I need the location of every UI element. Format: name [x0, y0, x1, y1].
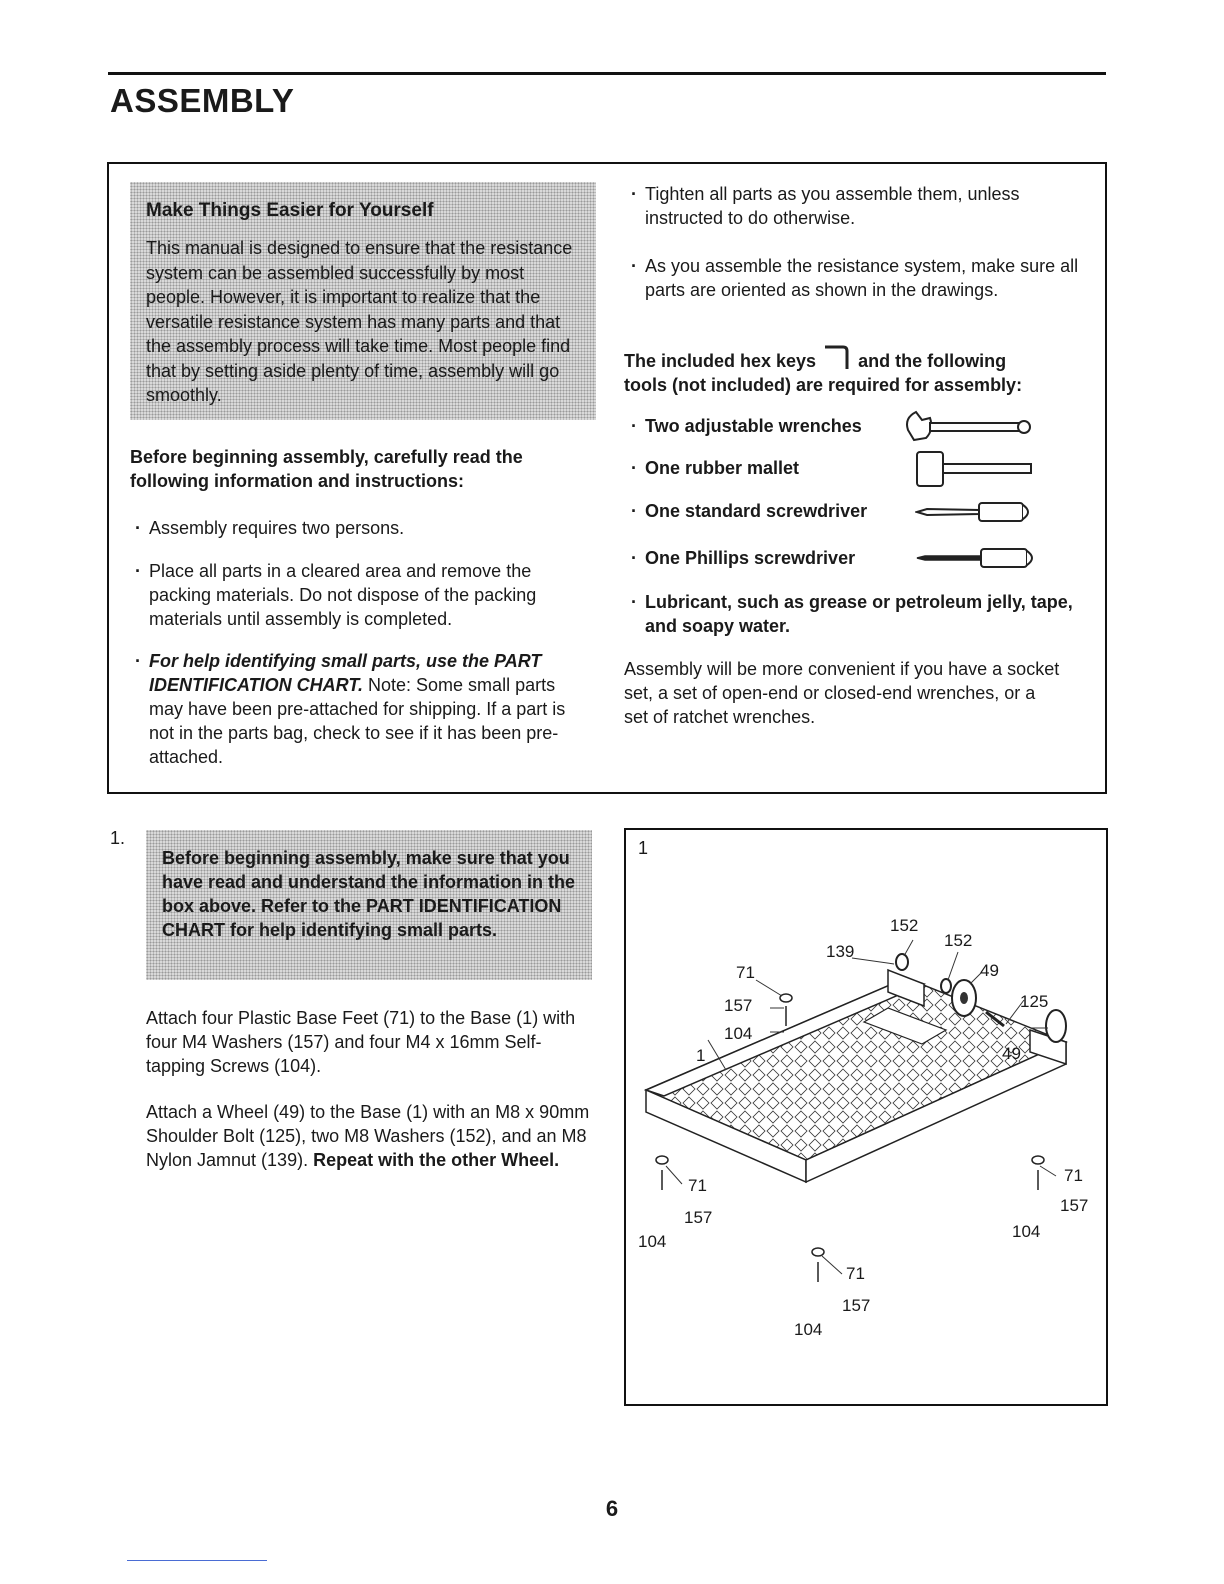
footer-link-line [127, 1560, 267, 1561]
tools-intro-c: tools (not included) are required for assembly: [624, 375, 1023, 395]
assembly-diagram [624, 828, 1108, 1406]
page-title: ASSEMBLY [110, 82, 295, 119]
tool-item-lubricant: · Lubricant, such as grease or petroleum jelly, tape, and soapy water. [631, 592, 1073, 636]
tool-label: One Phillips screwdriver [645, 548, 856, 568]
step1-paragraph-2-text: Attach a Wheel (49) to the Base (1) with an M8 x 90mm Shoulder Bolt (125), two M8 Washers (152), and an M8 Nylon Jamnut (139). [146, 1102, 590, 1170]
callout-71: 71 [736, 963, 755, 982]
callout-49-b: 49 [1002, 1044, 1021, 1063]
right-bullet-2-text: As you assemble the resistance system, make sure all parts are oriented as shown in the drawings. [645, 256, 1079, 300]
tool-label: Two adjustable wrenches [645, 416, 862, 436]
help-bold-text: For help identifying small parts, use the PART IDENTIFICATION CHART. [149, 651, 542, 695]
callout-125: 125 [1020, 992, 1049, 1011]
convenience-note: Assembly will be more convenient if you have a socket set, a set of open-end or closed-end wrenches, or a set of ratchet wrenches. [624, 659, 1060, 727]
tip-title: Make Things Easier for Yourself [146, 200, 434, 221]
callout-104-left: 104 [638, 1232, 667, 1251]
base-drawing [626, 830, 1106, 1404]
callout-157-front: 157 [842, 1296, 871, 1315]
step1-reminder-text: Before beginning assembly, make sure that you have read and understand the information in the box above. Refer to the PART IDENTIFICATION CHART for help identifying small parts. [162, 848, 576, 940]
tool-item-standard-screwdriver: · One standard screwdriver [631, 501, 868, 521]
tool-item-wrenches: · Two adjustable wrenches [631, 416, 862, 436]
step1-paragraph-2 [146, 1100, 592, 1172]
step1-repeat-text: Repeat with the other Wheel. [313, 1150, 560, 1170]
phillips-screwdriver-icon [915, 546, 1040, 570]
tool-label: One standard screwdriver [645, 501, 868, 521]
callout-71-right: 71 [1064, 1166, 1083, 1185]
tool-label: Lubricant, such as grease or petroleum jelly, tape, and soapy water. [645, 592, 1073, 636]
callout-152-b: 152 [944, 931, 973, 950]
left-bullet-1-text: Assembly requires two persons. [149, 518, 405, 538]
callout-49-a: 49 [980, 961, 999, 980]
step-number: 1. [110, 828, 126, 848]
hex-key-icon [823, 343, 851, 371]
tip-text: This manual is designed to ensure that the resistance system can be assembled successfully by most people. However, it is important to realize that the versatile resistance system has many parts and that the assembly process will take time. Most people find that by setting aside plenty of time, assembly will go smoothly. [146, 238, 573, 405]
help-note-text: Note: Some small parts may have been pre-attached for shipping. If a part is not in the parts bag, check to see if it has been pre-attached. [149, 675, 566, 767]
tools-intro-b: and the following [858, 351, 1007, 371]
callout-104-right: 104 [1012, 1222, 1041, 1241]
wheel-right [1046, 1010, 1066, 1042]
left-bullet-3: · For help identifying small parts, use the PART IDENTIFICATION CHART. Note: Some small parts may have been pre-attached for shipping. If a part is not in the parts bag, check to see if it has been pre-attached. [135, 651, 566, 767]
callout-104-front: 104 [794, 1320, 823, 1339]
left-bullet-2: · Place all parts in a cleared area and remove the packing materials. Do not dispose of the packing materials until assembly is completed. [135, 561, 537, 629]
left-bullet-1: · Assembly requires two persons. [135, 518, 405, 538]
callout-1: 1 [696, 1046, 706, 1065]
callout-104: 104 [724, 1024, 753, 1043]
adjustable-wrench-icon [900, 408, 1035, 446]
right-bullet-2: · As you assemble the resistance system, make sure all parts are oriented as shown in the drawings. [631, 256, 1079, 300]
callout-157-left: 157 [684, 1208, 713, 1227]
callout-157: 157 [724, 996, 753, 1015]
rubber-mallet-icon [915, 448, 1035, 490]
diagram-step-label: 1 [638, 838, 649, 858]
left-bullet-2-text: Place all parts in a cleared area and remove the packing materials. Do not dispose of the packing materials until assembly is completed. [149, 561, 537, 629]
right-bullet-1: · Tighten all parts as you assemble them, unless instructed to do otherwise. [631, 184, 1020, 228]
page-number: 6 [605, 1496, 619, 1521]
callout-139: 139 [826, 942, 855, 961]
tools-intro-a: The included hex keys [624, 351, 817, 371]
before-assembly-intro: Before beginning assembly, carefully read the following information and instructions: [130, 447, 523, 491]
right-bullet-1-text: Tighten all parts as you assemble them, unless instructed to do otherwise. [645, 184, 1020, 228]
step1-reminder-box [146, 830, 592, 980]
title-rule [108, 72, 1106, 75]
callout-152-a: 152 [890, 916, 919, 935]
standard-screwdriver-icon [915, 500, 1037, 524]
callout-71-left: 71 [688, 1176, 707, 1195]
tool-item-phillips-screwdriver: · One Phillips screwdriver [631, 548, 856, 568]
callout-71-front: 71 [846, 1264, 865, 1283]
tip-box [130, 182, 596, 420]
step1-paragraph-1: Attach four Plastic Base Feet (71) to the Base (1) with four M4 Washers (157) and four M4 x 16mm Self-tapping Screws (104). [146, 1008, 576, 1076]
callout-157-right: 157 [1060, 1196, 1089, 1215]
tool-label: One rubber mallet [645, 458, 800, 478]
tool-item-mallet: · One rubber mallet [631, 458, 800, 478]
tools-intro [624, 343, 1094, 397]
